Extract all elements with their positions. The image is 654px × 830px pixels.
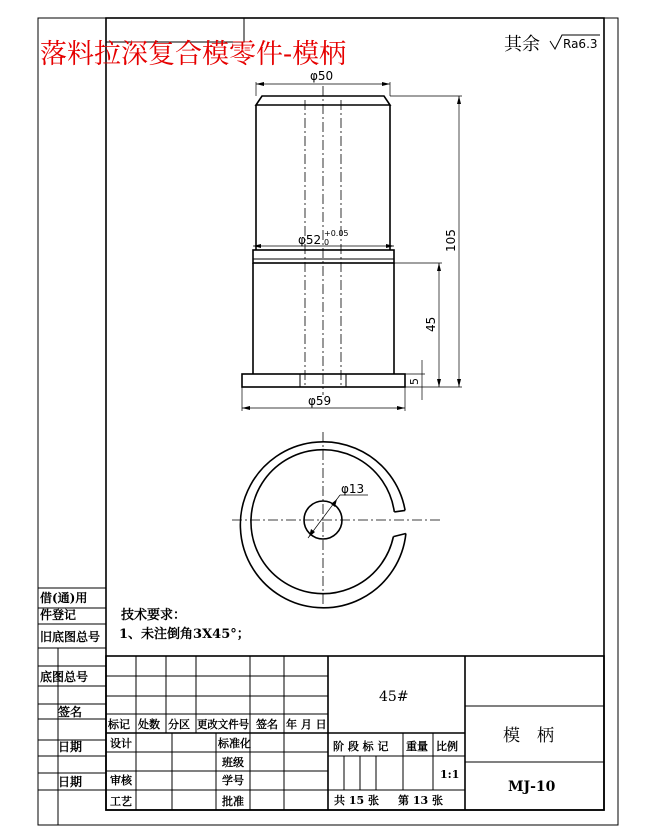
side-borrow-use: 借(通)用: [40, 591, 88, 605]
tb-material: 45#: [379, 689, 409, 705]
inner-border: [106, 18, 604, 810]
dim-flange-thickness: 5: [408, 378, 421, 385]
side-base-drawing-no: 底图总号: [40, 670, 89, 684]
tb-team: 班级: [222, 756, 244, 769]
tb-process: 工艺: [110, 795, 132, 808]
dim-fit-diameter: φ52: [298, 233, 322, 247]
tb-change-header-0: 标记: [108, 718, 130, 731]
dim-lower-length: 45: [424, 316, 438, 332]
dim-flange-diameter: φ59: [308, 394, 332, 408]
tb-change-header-1: 处数: [138, 718, 160, 731]
tb-stage-mark: 阶 段 标 记: [333, 740, 389, 753]
side-part-register: 件登记: [40, 608, 77, 622]
tb-change-header-3: 更改文件号: [197, 718, 252, 731]
drawing-title: 落料拉深复合模零件-模柄: [40, 39, 347, 70]
slot-edge-top: [394, 510, 405, 512]
tb-scale-value: 1:1: [440, 768, 460, 781]
roughness-value: Ra6.3: [563, 37, 598, 51]
tb-change-header-4: 签名: [256, 718, 278, 731]
flange: [242, 374, 405, 387]
tech-req-item-1: 1、未注倒角3X45°；: [119, 627, 250, 642]
side-old-drawing-no: 旧底图总号: [40, 630, 101, 644]
title-block: [106, 656, 604, 810]
tech-req-heading: 技术要求：: [121, 608, 187, 623]
front-view: [242, 69, 462, 411]
tb-student-no: 学号: [222, 774, 244, 787]
tb-weight: 重量: [406, 740, 428, 753]
tb-review: 审核: [110, 774, 132, 787]
dim-top-diameter: φ50: [310, 69, 334, 83]
tb-sheets-total: 共 15 张: [334, 794, 379, 807]
slot-edge-bottom: [393, 534, 406, 537]
side-date-2: 日期: [58, 775, 83, 789]
tb-part-name: 模 柄: [503, 726, 554, 746]
side-block: [38, 588, 106, 825]
tb-change-header-5: 年 月 日: [286, 718, 327, 731]
dim-fit-tolerance-upper: +0.05: [324, 229, 349, 238]
dim-fit-tolerance-lower: 0: [324, 238, 330, 247]
tb-design: 设计: [110, 737, 132, 750]
side-date-1: 日期: [58, 740, 83, 754]
tb-sheet-no: 第 13 张: [398, 794, 443, 807]
dim-total-length: 105: [444, 229, 458, 252]
top-view: [232, 432, 442, 608]
tb-change-header-2: 分区: [168, 718, 190, 731]
tb-standardization: 标准化: [218, 737, 251, 750]
tb-drawing-code: MJ-10: [508, 779, 556, 795]
tb-approve: 批准: [222, 795, 244, 808]
side-signature: 签名: [58, 705, 83, 719]
roughness-prefix: 其余: [504, 34, 540, 55]
fit-band: [253, 250, 394, 263]
dim-hole-diameter: φ13: [341, 482, 365, 496]
tb-scale-label: 比例: [436, 740, 458, 753]
